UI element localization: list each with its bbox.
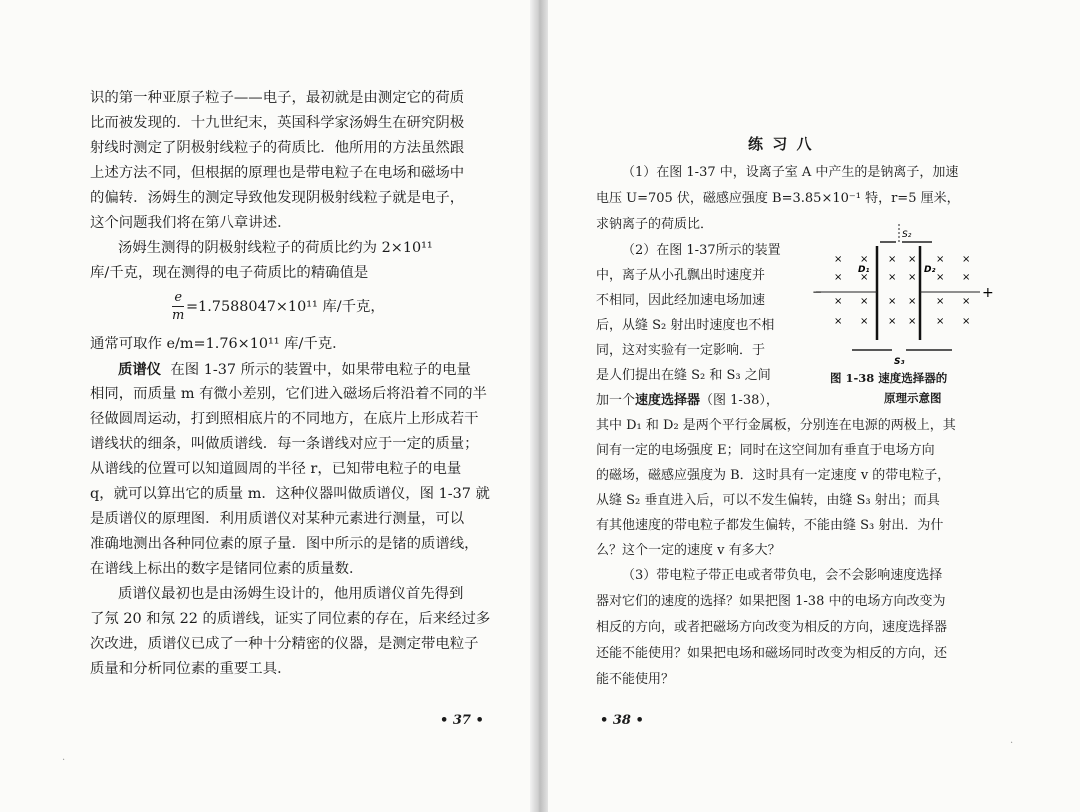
figure-caption-line-2: 原理示意图 <box>884 391 942 405</box>
book-gutter <box>530 0 548 812</box>
field-cross-mark: × <box>908 296 917 307</box>
paragraph-line: 相同，而质量 m 有微小差别，它们进入磁场后将沿着不同的半 <box>90 386 487 402</box>
paragraph-text: 在图 1-37 所示的装置中，如果带电粒子的电量 <box>170 362 471 378</box>
field-cross-mark: × <box>834 296 843 307</box>
velocity-selector-diagram <box>812 222 1002 372</box>
field-cross-mark: × <box>888 272 897 283</box>
field-cross-mark: × <box>908 272 917 283</box>
question-3-line: （3）带电粒子带正电或者带负电，会不会影响速度选择 <box>622 568 943 583</box>
fraction-bar <box>172 306 184 307</box>
field-cross-mark: × <box>962 296 971 307</box>
question-3-line: 能不能使用？ <box>596 672 675 687</box>
formula-rhs: =1.7588047×10¹¹ 库/千克， <box>186 299 385 315</box>
field-cross-mark: × <box>908 254 917 265</box>
mass-spectrometer-paragraph-start <box>118 357 471 383</box>
paragraph-line: 次改进，质谱仪已成了一种十分精密的仪器，是测定带电粒子 <box>90 636 479 652</box>
field-cross-mark: × <box>834 272 843 283</box>
paragraph-line: 比而被发现的．十九世纪末，英国科学家汤姆生在研究阴极 <box>90 115 465 131</box>
field-cross-mark: × <box>860 316 869 327</box>
terminal-minus: − <box>812 285 823 299</box>
formula-fraction <box>172 290 184 323</box>
field-cross-mark: × <box>860 296 869 307</box>
field-cross-mark: × <box>834 316 843 327</box>
question-3-line: 相反的方向，或者把磁场方向改变为相反的方向，速度选择器 <box>596 620 948 635</box>
paragraph-line: 质谱仪最初也是由汤姆生设计的，他用质谱仪首先得到 <box>118 586 464 602</box>
question-2-line <box>596 388 779 414</box>
question-1-line: 电压 U=705 伏，磁感应强度 B=3.85×10⁻¹ 特，r=5 厘米， <box>596 191 960 206</box>
label-s2: S₂ <box>902 230 912 240</box>
question-2-line: 有其他速度的带电粒子都发生偏转，不能由缝 S₃ 射出．为什 <box>596 518 944 533</box>
term-velocity-selector: 速度选择器 <box>635 393 701 408</box>
question-2-line: 不相同，因此经加速电场加速 <box>596 293 766 308</box>
paragraph-line: 上述方法不同，但根据的原理也是带电粒子在电场和磁场中 <box>90 165 465 181</box>
magnetic-field-crosses <box>834 254 970 327</box>
field-cross-mark: × <box>936 272 945 283</box>
field-cross-mark: × <box>834 254 843 265</box>
field-cross-mark: × <box>936 316 945 327</box>
exercise-title: 练 习 八 <box>748 135 814 153</box>
field-cross-mark: × <box>936 296 945 307</box>
question-2-line: 间有一定的电场强度 E；同时在这空间加有垂直于电场方向 <box>596 443 935 458</box>
field-cross-mark: × <box>888 254 897 265</box>
page-number: • 37 • <box>440 713 484 728</box>
question-2-line: 其中 D₁ 和 D₂ 是两个平行金属板，分别连在电源的两极上，其 <box>596 418 956 433</box>
question-2-line: （2）在图 1-37所示的装置 <box>622 243 781 258</box>
field-cross-mark: × <box>936 254 945 265</box>
page-number: • 38 • <box>600 713 644 728</box>
paragraph-line: 在谱线上标出的数字是锗同位素的质量数． <box>90 561 364 577</box>
paragraph-line: 谱线状的细条，叫做质谱线．每一条谱线对应于一定的质量； <box>90 436 479 452</box>
field-cross-mark: × <box>962 272 971 283</box>
question-2-line: 是人们提出在缝 S₂ 和 S₃ 之间 <box>596 368 771 383</box>
terminal-plus: + <box>982 285 994 301</box>
figure-velocity-selector <box>812 222 1002 412</box>
label-d1: D₁ <box>858 265 870 275</box>
question-2-line: 从缝 S₂ 垂直进入后，可以不发生偏转，由缝 S₃ 射出；而具 <box>596 493 940 508</box>
scan-speck: . <box>62 752 66 763</box>
question-3-line: 还能不能使用？如果把电场和磁场同时改变为相反的方向，还 <box>596 646 948 661</box>
section-heading-mass-spectrometer: 质谱仪 <box>118 361 162 378</box>
label-d2: D₂ <box>924 265 936 275</box>
question-2-line: 么？这个一定的速度 v 有多大？ <box>596 543 781 558</box>
paragraph-line: 汤姆生测得的阴极射线粒子的荷质比约为 2×10¹¹ <box>118 240 433 256</box>
question-1-line: （1）在图 1-37 中，设离子室 A 中产生的是钠离子，加速 <box>622 165 959 180</box>
paragraph-line: 库/千克，现在测得的电子荷质比的精确值是 <box>90 265 369 281</box>
field-cross-mark: × <box>962 316 971 327</box>
question-2-line: 的磁场，磁感应强度为 B．这时具有一定速度 v 的带电粒子， <box>596 468 951 483</box>
field-cross-mark: × <box>962 254 971 265</box>
label-s3: S₃ <box>894 357 905 367</box>
field-cross-mark: × <box>888 316 897 327</box>
field-cross-mark: × <box>860 272 869 283</box>
paragraph-line: 识的第一种亚原子粒子——电子，最初就是由测定它的荷质 <box>90 90 465 106</box>
text-suffix: （图 1-38）， <box>700 393 779 408</box>
formula-denominator: m <box>172 308 185 323</box>
question-2-line: 同，这对实验有一定影响．于 <box>596 343 766 358</box>
text-prefix: 加一个 <box>596 393 636 408</box>
paragraph-line: 从谱线的位置可以知道圆周的半径 r，已知带电粒子的电量 <box>90 461 462 477</box>
paragraph-line: 这个问题我们将在第八章讲述． <box>90 215 292 231</box>
question-1-line: 求钠离子的荷质比． <box>596 217 714 232</box>
paragraph-line: q，就可以算出它的质量 m．这种仪器叫做质谱仪，图 1-37 就 <box>90 486 490 502</box>
formula-numerator: e <box>174 290 183 305</box>
field-cross-mark: × <box>888 296 897 307</box>
question-2-line: 中，离子从小孔飘出时速度并 <box>596 268 766 283</box>
paragraph-line: 准确地测出各种同位素的原子量．图中所示的是锗的质谱线， <box>90 536 479 552</box>
paragraph-line: 射线时测定了阴极射线粒子的荷质比．他所用的方法虽然跟 <box>90 140 465 156</box>
paragraph-line: 质量和分析同位素的重要工具． <box>90 661 292 677</box>
figure-caption-line-1: 图 1-38 速度选择器的 <box>830 371 948 385</box>
question-3-line: 器对它们的速度的选择？如果把图 1-38 中的电场方向改变为 <box>596 594 946 609</box>
paragraph-line: 了氖 20 和氖 22 的质谱线，证实了同位素的存在，后来经过多 <box>90 611 491 627</box>
question-2-line: 后，从缝 S₂ 射出时速度也不相 <box>596 318 775 333</box>
paragraph-line: 的偏转．汤姆生的测定导致他发现阴极射线粒子就是电子， <box>90 190 465 206</box>
field-cross-mark: × <box>860 254 869 265</box>
scan-speck: . <box>1010 735 1014 746</box>
paragraph-line: 是质谱仪的原理图．利用质谱仪对某种元素进行测量，可以 <box>90 511 465 527</box>
field-cross-mark: × <box>908 316 917 327</box>
paragraph-line: 通常可取作 e/m=1.76×10¹¹ 库/千克． <box>90 336 347 352</box>
paragraph-line: 径做圆周运动，打到照相底片的不同地方，在底片上形成若干 <box>90 411 479 427</box>
